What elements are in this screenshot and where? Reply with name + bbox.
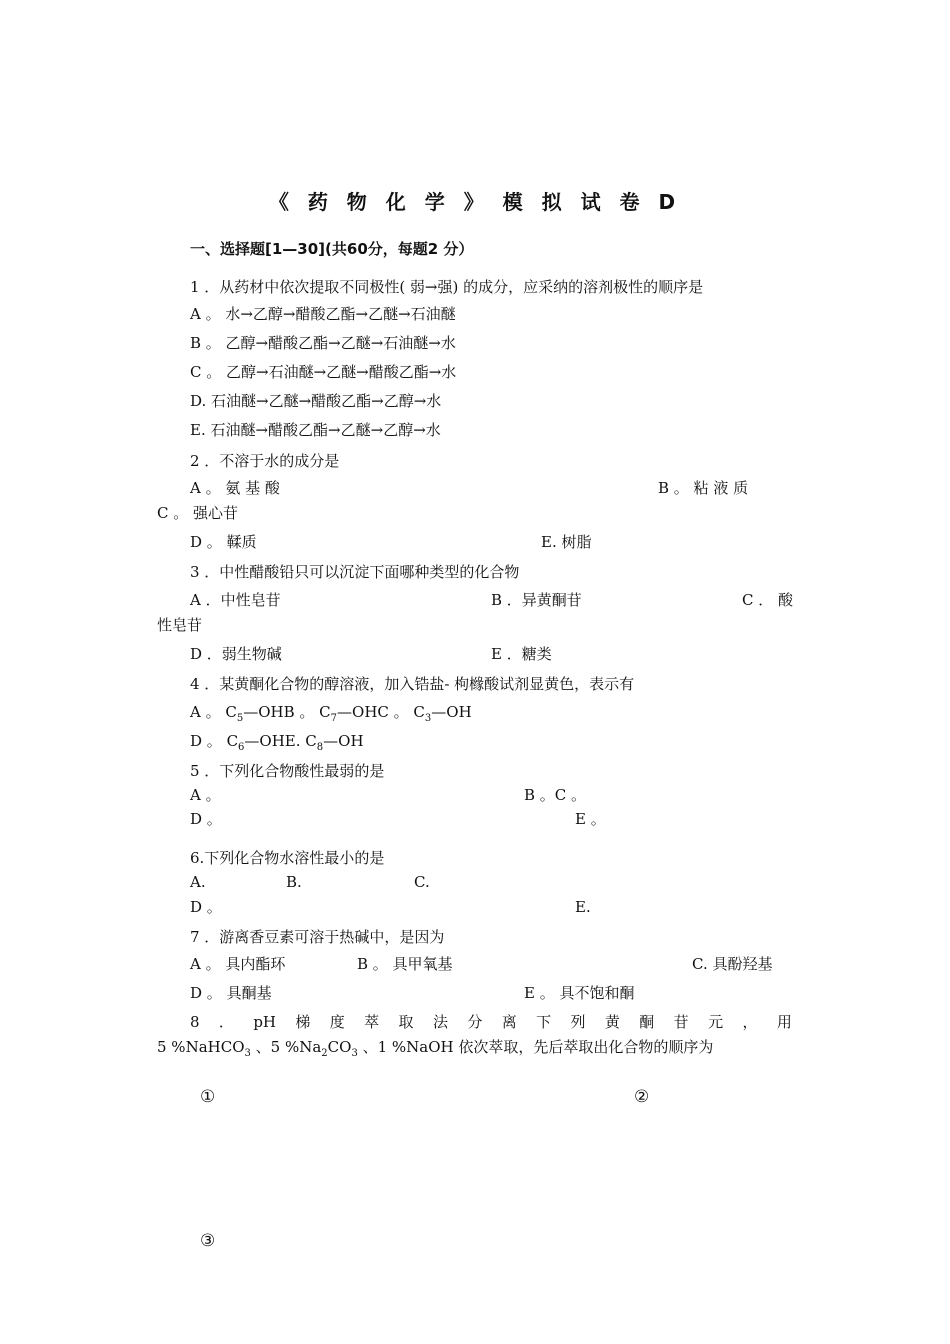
question-8-word: 分	[467, 1013, 483, 1031]
section-heading: 一、选择题[1—30](共60分，每题2 分）	[190, 240, 474, 258]
question-1-option-e: E. 石油醚→醋酸乙酯→乙醚→乙醇→水	[190, 421, 441, 439]
question-7-option-e: E 。 具不饱和酮	[524, 984, 635, 1002]
question-6-option-b: B.	[286, 873, 302, 891]
question-7-option-d: D 。 具酮基	[190, 984, 272, 1002]
compound-label-2: ②	[634, 1087, 650, 1107]
question-3-option-b: B ．异黄酮苷	[491, 591, 582, 609]
question-7-option-a: A 。 具内酯环	[190, 955, 286, 973]
question-8-stem-line2: 5 %NaHCO$_3$ 、5 $\%Na_2CO_3$ 、1 %NaOH 依次萃取，先后萃取出化合物的顺序为	[157, 1038, 714, 1059]
question-4-stem: 4 ．某黄酮化合物的醇溶液，加入锆盐- 枸橼酸试剂显黄色，表示有	[190, 675, 635, 693]
question-6-option-a: A.	[190, 873, 206, 891]
question-5-option-e: E 。	[575, 810, 606, 828]
exam-title: 《 药 物 化 学 》 模 拟 试 卷 D	[268, 190, 682, 214]
question-1-option-c: C 。 乙醇→石油醚→乙醚→醋酸乙酯→水	[190, 363, 457, 381]
question-8-word: 取	[398, 1013, 414, 1031]
question-6-option-c: C.	[414, 873, 430, 891]
question-2-option-a: A 。 氨 基 酸	[190, 479, 280, 497]
question-8-word: pH	[253, 1013, 276, 1031]
question-6-stem: 6.下列化合物水溶性最小的是	[190, 849, 385, 867]
question-1-stem: 1 ．从药材中依次提取不同极性( 弱→强) 的成分，应采纳的溶剂极性的顺序是	[190, 278, 704, 296]
question-3-option-e: E ．糖类	[491, 645, 552, 663]
question-8-word: 梯	[295, 1013, 311, 1031]
question-8-word: 下	[536, 1013, 552, 1031]
question-6-option-d: D 。	[190, 898, 222, 916]
question-3-option-c-cont: 性皂苷	[157, 616, 203, 634]
question-7-option-c: C. 具酚羟基	[692, 955, 773, 973]
question-8-word: 酮	[639, 1013, 655, 1031]
question-5-option-bc: B 。C 。	[524, 786, 587, 804]
question-3-option-a: A ．中性皂苷	[190, 591, 281, 609]
question-4-options-de: D 。 $C_6—OHE$. $C_8—OH$	[190, 732, 364, 753]
question-5-stem: 5 ．下列化合物酸性最弱的是	[190, 762, 385, 780]
question-2-option-d: D 。 鞣质	[190, 533, 257, 551]
question-8-word: 黄	[604, 1013, 620, 1031]
question-5-option-d: D 。	[190, 810, 222, 828]
question-3-stem: 3 ．中性醋酸铅只可以沉淀下面哪种类型的化合物	[190, 563, 520, 581]
question-8-stem-line1	[190, 1012, 792, 1032]
question-8-word: 8	[190, 1013, 200, 1031]
question-8-word: 法	[432, 1013, 448, 1031]
question-2-option-b: B 。 粘 液 质	[658, 479, 749, 497]
compound-label-1: ①	[200, 1087, 216, 1107]
question-2-option-e: E. 树脂	[541, 533, 592, 551]
question-6-option-e: E.	[575, 898, 591, 916]
question-7-option-b: B 。 具甲氧基	[357, 955, 453, 973]
question-1-option-a: A 。 水→乙醇→醋酸乙酯→乙醚→石油醚	[190, 305, 456, 323]
question-8-word: ．	[218, 1013, 234, 1031]
question-8-word: 用	[776, 1013, 792, 1031]
question-3-option-d: D ．弱生物碱	[190, 645, 282, 663]
question-2-stem: 2 ．不溶于水的成分是	[190, 452, 340, 470]
question-2-option-c: C 。 强心苷	[157, 504, 239, 522]
question-1-option-d: D. 石油醚→乙醚→醋酸乙酯→乙醇→水	[190, 392, 442, 410]
question-1-option-b: B 。 乙醇→醋酸乙酯→乙醚→石油醚→水	[190, 334, 456, 352]
question-8-word: 苷	[673, 1013, 689, 1031]
question-8-word: 元	[708, 1013, 724, 1031]
question-8-word: 度	[329, 1013, 345, 1031]
question-8-word: 离	[501, 1013, 517, 1031]
question-8-word: ，	[742, 1013, 758, 1031]
question-8-word: 列	[570, 1013, 586, 1031]
compound-label-3: ③	[200, 1231, 216, 1251]
question-5-option-a: A 。	[190, 786, 221, 804]
question-8-word: 萃	[364, 1013, 380, 1031]
question-3-option-c: C ． 酸	[742, 591, 794, 609]
question-4-options-abc: A 。 $C_5—OHB$ 。 $C_7—OHC$ 。 $C_3—OH$	[190, 703, 472, 724]
question-7-stem: 7 ．游离香豆素可溶于热碱中，是因为	[190, 928, 445, 946]
